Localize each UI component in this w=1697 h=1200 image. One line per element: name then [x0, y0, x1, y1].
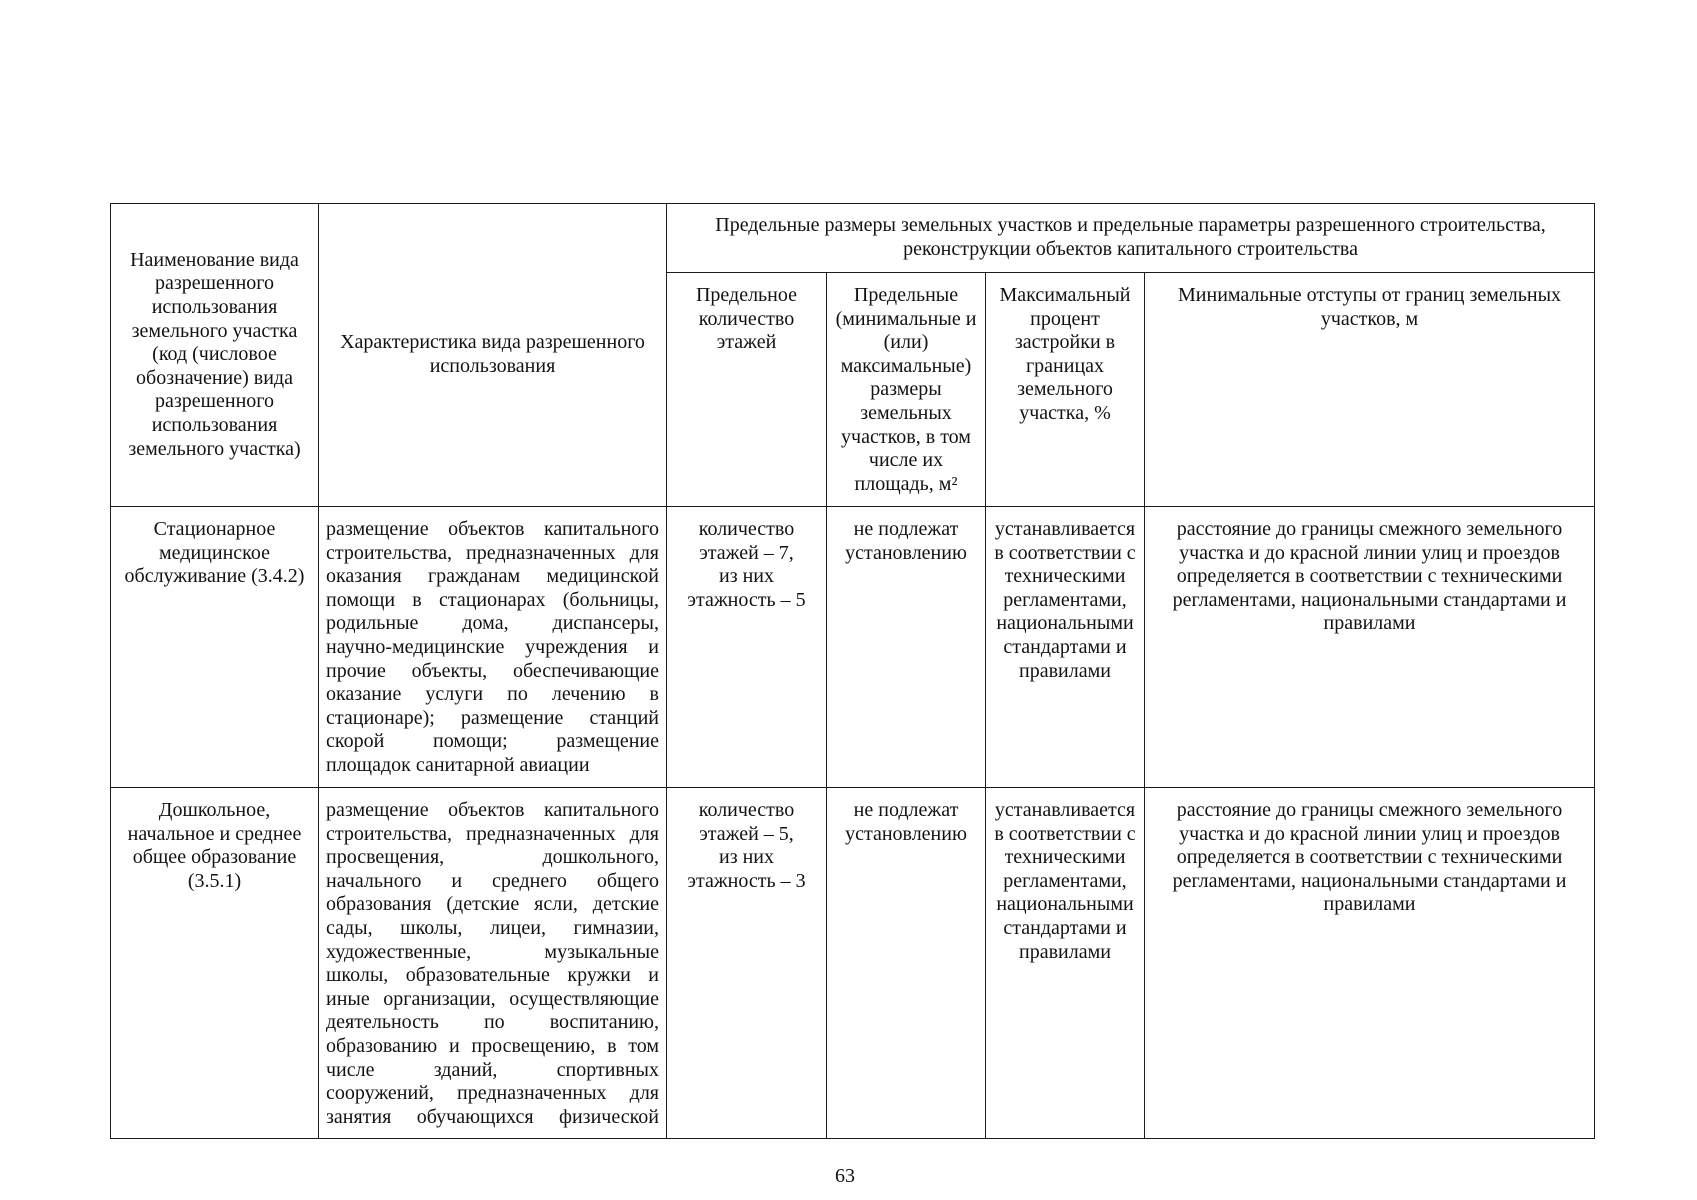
text-line: школы, образовательные кружки и: [326, 964, 659, 987]
text-line: оказание услуги по лечению в: [326, 683, 659, 706]
text-line: образования (детские ясли, детские: [326, 893, 659, 916]
text-line: иные организации, осуществляющие: [326, 987, 659, 1010]
header-min-setbacks: Минимальные отступы от границ земельных участков, м: [1145, 273, 1595, 507]
cell-floors: количество этажей – 5, из них этажность – 3: [667, 788, 827, 1139]
text-line: стационаре); размещение станций: [326, 706, 659, 729]
cell-land-use-name: Дошкольное, начальное и среднее общее образование (3.5.1): [111, 788, 319, 1139]
cell-characteristic: [319, 507, 667, 788]
header-max-coverage: Максимальный процент застройки в границах земельного участка, %: [986, 273, 1145, 507]
text-line: сооружений, предназначенных для: [326, 1082, 659, 1105]
cell-setbacks: расстояние до границы смежного земельного участка и до красной линии улиц и проездов определяется в соответствии с техническими регламентами, национальными стандартами и правилами: [1145, 788, 1595, 1139]
text-line: просвещения, дошкольного,: [326, 846, 659, 869]
cell-floors: количество этажей – 7, из них этажность – 5: [667, 507, 827, 788]
cell-coverage: устанавливается в соответствии с техническими регламентами, национальными стандартами и правилами: [986, 788, 1145, 1139]
text-line: размещение объектов капитального: [326, 799, 659, 821]
text-line: образованию и просвещению, в том: [326, 1034, 659, 1057]
table-body: [111, 204, 1595, 1139]
cell-plot-sizes: не подлежат установлению: [827, 507, 986, 788]
header-row: [111, 204, 1595, 273]
header-max-floors: Предельное количество этажей: [667, 273, 827, 507]
text-line: художественные, музыкальные: [326, 940, 659, 963]
page-number: 63: [835, 1165, 855, 1187]
text-line: скорой помощи; размещение: [326, 730, 659, 753]
header-limits-group: Предельные размеры земельных участков и предельные параметры разрешенного строительства, реконструкции объектов капитального строительства: [667, 204, 1595, 273]
header-land-use-name: Наименование вида разрешенного использования земельного участка (код (числовое обозначение) вида разрешенного использования земельного участка): [111, 204, 319, 507]
text-line: числе зданий, спортивных: [326, 1058, 659, 1081]
text-line: начального и среднего общего: [326, 869, 659, 892]
text-line: размещение объектов капитального: [326, 518, 659, 540]
cell-land-use-name: Стационарное медицинское обслуживание (3.4.2): [111, 507, 319, 788]
text-line: родильные дома, диспансеры,: [326, 612, 659, 635]
cell-plot-sizes: не подлежат установлению: [827, 788, 986, 1139]
text-line: прочие объекты, обеспечивающие: [326, 659, 659, 682]
header-plot-sizes: Предельные (минимальные и (или) максимальные) размеры земельных участков, в том числе их площадь, м²: [827, 273, 986, 507]
text-line: строительства, предназначенных для: [326, 822, 659, 845]
table-row: [111, 788, 1595, 1139]
text-line: строительства, предназначенных для: [326, 541, 659, 564]
text-line: сады, школы, лицеи, гимназии,: [326, 916, 659, 939]
text-line: помощи в стационарах (больницы,: [326, 588, 659, 611]
land-use-regulations-table: [110, 203, 1595, 1139]
header-characteristic: Характеристика вида разрешенного использования: [319, 204, 667, 507]
table-row: [111, 507, 1595, 788]
text-line: оказания гражданам медицинской: [326, 565, 659, 588]
cell-coverage: устанавливается в соответствии с техническими регламентами, национальными стандартами и правилами: [986, 507, 1145, 788]
cell-characteristic: [319, 788, 667, 1139]
text-line: площадок санитарной авиации: [326, 753, 590, 776]
text-line: занятия обучающихся физической: [326, 1105, 659, 1128]
text-line: деятельность по воспитанию,: [326, 1011, 659, 1034]
text-line: научно-медицинские учреждения и: [326, 635, 659, 658]
cell-setbacks: расстояние до границы смежного земельного участка и до красной линии улиц и проездов определяется в соответствии с техническими регламентами, национальными стандартами и правилами: [1145, 507, 1595, 788]
